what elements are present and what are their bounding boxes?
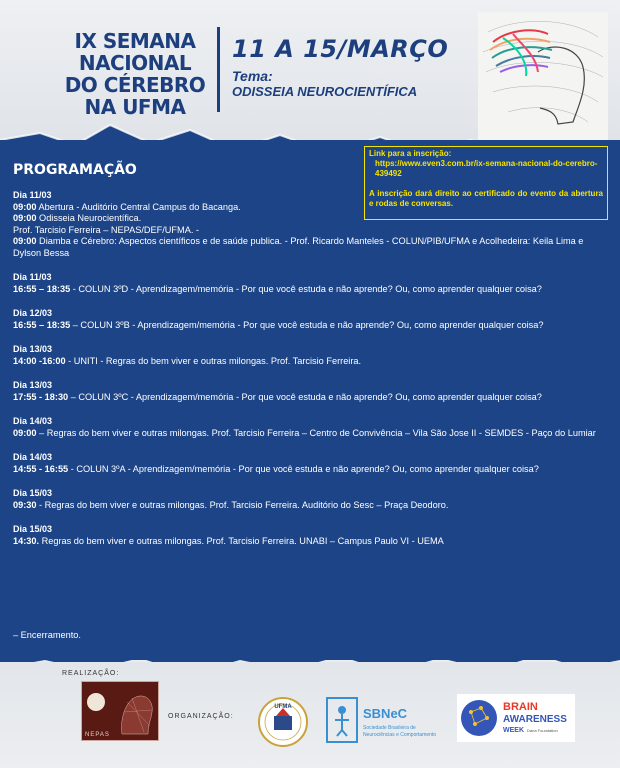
schedule-day: Dia 15/03 bbox=[13, 524, 53, 534]
event-title-line: DO CÉREBRO bbox=[64, 73, 206, 97]
realizacao-label: REALIZAÇÃO: bbox=[62, 670, 120, 677]
baw-awareness-label: AWARENESS bbox=[503, 714, 567, 725]
event-title bbox=[60, 30, 210, 118]
schedule-text: Abertura - Auditório Central Campus do Bacanga. bbox=[36, 201, 241, 212]
schedule-day: Dia 15/03 bbox=[13, 488, 53, 498]
schedule-block bbox=[13, 524, 613, 547]
sbnec-subtitle: Sociedade Brasileira de bbox=[363, 725, 416, 731]
sbnec-label: SBNeC bbox=[363, 706, 408, 721]
schedule-line bbox=[13, 356, 613, 368]
schedule-text: – Regras do bem viver e outras milongas. Prof. Tarcisio Ferreira – Centro de Convivência – Vila São Jose II - SEMDES - Paço do Lumiar bbox=[36, 427, 596, 438]
registration-note: A inscrição dará direito ao certificado do evento da abertura e rodas de conversas. bbox=[369, 189, 603, 208]
schedule-block bbox=[13, 380, 613, 403]
schedule-line bbox=[13, 213, 613, 225]
baw-dana-label: Dana Foundation bbox=[527, 728, 558, 733]
schedule-line bbox=[13, 202, 613, 214]
tema-label: Tema: bbox=[232, 68, 273, 84]
schedule-time: 14:55 - 16:55 bbox=[13, 463, 69, 474]
schedule-time: 09:00 bbox=[13, 236, 37, 246]
schedule-day: Dia 13/03 bbox=[13, 344, 53, 354]
schedule-time: 09:00 bbox=[13, 427, 37, 438]
schedule-time: 09:00 bbox=[13, 201, 37, 212]
schedule-time: 16:55 – 18:35 bbox=[13, 283, 71, 294]
schedule-text: Regras do bem viver e outras milongas. Prof. Tarcisio Ferreira. UNABI – Campus Paulo VI - UEMA bbox=[39, 535, 444, 546]
tema-value: ODISSEIA NEUROCIENTÍFICA bbox=[232, 84, 418, 99]
title-divider bbox=[217, 27, 220, 112]
schedule-text: Odisseia Neurocientífica. bbox=[36, 213, 142, 223]
schedule-text: – COLUN 3ºC - Aprendizagem/memória - Por que você estuda e não aprende? Ou, como aprender qualquer coisa? bbox=[68, 391, 542, 402]
sbnec-logo bbox=[325, 696, 453, 746]
schedule-text: - UNITI - Regras do bem viver e outras milongas. Prof. Tarcisio Ferreira. bbox=[65, 355, 362, 366]
schedule-time: 14:30. bbox=[13, 535, 40, 546]
event-title-line: NA UFMA bbox=[84, 95, 186, 119]
sbnec-subtitle: Neurociências e Comportamento bbox=[363, 732, 437, 738]
schedule-block bbox=[13, 308, 613, 331]
schedule-text: - COLUN 3ºA - Aprendizagem/memória - Por que você estuda e não aprende? Ou, como aprender qualquer coisa? bbox=[68, 463, 539, 474]
schedule-line bbox=[13, 500, 613, 512]
schedule-line bbox=[13, 392, 613, 404]
baw-week-label: WEEK bbox=[503, 727, 524, 734]
organizacao-label: ORGANIZAÇÃO: bbox=[168, 713, 234, 720]
schedule-line bbox=[13, 428, 613, 440]
schedule-text: – COLUN 3ºB - Aprendizagem/memória - Por que você estuda e não aprende? Ou, como aprender qualquer coisa? bbox=[70, 319, 544, 330]
schedule-line bbox=[13, 464, 613, 476]
schedule-line bbox=[13, 284, 613, 296]
schedule-day: Dia 12/03 bbox=[13, 308, 53, 318]
event-title-line: NACIONAL bbox=[78, 51, 192, 75]
registration-link[interactable]: https://www.even3.com.br/ix-semana-nacional-do-cerebro-439492 bbox=[375, 159, 598, 178]
schedule-day: Dia 14/03 bbox=[13, 452, 53, 462]
schedule-list bbox=[13, 190, 613, 560]
schedule-line bbox=[13, 225, 613, 237]
schedule-text: - COLUN 3ºD - Aprendizagem/memória - Por que você estuda e não aprende? Ou, como aprender qualquer coisa? bbox=[70, 283, 542, 294]
ufma-seal-icon bbox=[254, 696, 312, 748]
schedule-block bbox=[13, 190, 613, 259]
schedule-block bbox=[13, 344, 613, 367]
schedule-block bbox=[13, 452, 613, 475]
schedule-text: - Regras do bem viver e outras milongas. Prof. Tarcisio Ferreira. Auditório do Sesc – Praça Deodoro. bbox=[36, 499, 449, 510]
schedule-line bbox=[13, 320, 613, 332]
encerramento-text: – Encerramento. bbox=[13, 630, 81, 640]
baw-brain-label: BRAIN bbox=[503, 701, 538, 713]
event-title-line: IX SEMANA bbox=[74, 29, 196, 53]
registration-label: Link para a inscrição: bbox=[369, 149, 452, 158]
schedule-text: Prof. Tarcisio Ferreira – NEPAS/DEF/UFMA. - bbox=[13, 224, 199, 235]
ufma-label: UFMA bbox=[274, 704, 292, 710]
nepas-logo bbox=[81, 681, 159, 741]
schedule-day: Dia 13/03 bbox=[13, 380, 53, 390]
schedule-day: Dia 11/03 bbox=[13, 272, 52, 282]
schedule-day: Dia 14/03 bbox=[13, 416, 53, 426]
schedule-time: 09:00 bbox=[13, 213, 37, 223]
schedule-block bbox=[13, 488, 613, 511]
schedule-time: 09:30 bbox=[13, 499, 37, 510]
brain-illustration-icon bbox=[478, 12, 608, 140]
schedule-time: 16:55 – 18:35 bbox=[13, 319, 71, 330]
schedule-line bbox=[13, 536, 613, 548]
schedule-day: Dia 11/03 bbox=[13, 190, 52, 200]
schedule-line bbox=[13, 236, 613, 259]
schedule-time: 14:00 -16:00 bbox=[13, 355, 66, 366]
schedule-text: Diamba e Cérebro: Aspectos científicos e de saúde publica. - Prof. Ricardo Manteles - COLUN/PIB/UFMA e Acolhedeira: Keila Lima e Dylson Bessa bbox=[13, 236, 584, 258]
event-dates: 11 A 15/MARÇO bbox=[232, 35, 449, 63]
schedule-block bbox=[13, 416, 613, 439]
nepas-label: NEPAS bbox=[85, 732, 110, 738]
programacao-heading: PROGRAMAÇÃO bbox=[13, 162, 137, 178]
schedule-time: 17:55 - 18:30 bbox=[13, 391, 69, 402]
schedule-block bbox=[13, 272, 613, 295]
brain-awareness-week-logo bbox=[457, 694, 575, 742]
